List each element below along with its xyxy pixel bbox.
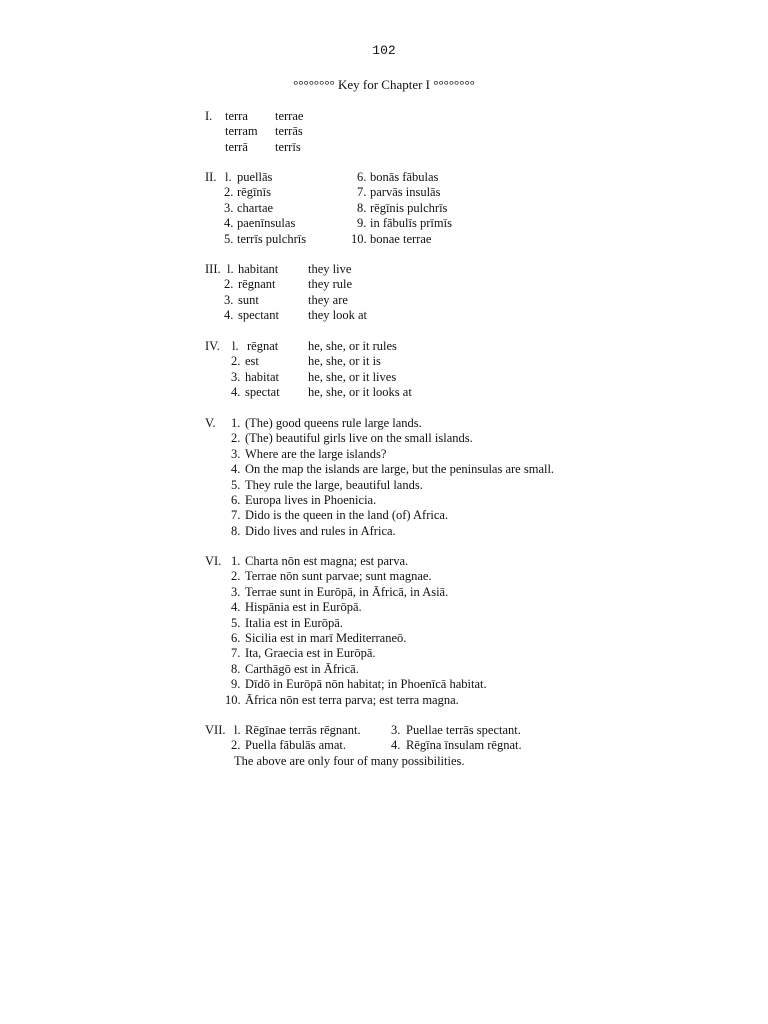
section-note: The above are only four of many possibilities. <box>234 753 465 768</box>
item-number: 7. <box>231 646 241 661</box>
sentence: Dīdō in Eurōpā nōn habitat; in Phoenīcā habitat. <box>245 677 487 692</box>
sentence: Europa lives in Phoenicia. <box>245 492 377 507</box>
sentence: They rule the large, beautiful lands. <box>245 477 423 492</box>
item-text: paenīnsulas <box>237 216 296 231</box>
sentence: Italia est in Eurōpā. <box>245 615 343 630</box>
translation: they are <box>308 292 348 307</box>
page-title: °°°°°°°° Key for Chapter I °°°°°°°° <box>293 77 475 92</box>
item-number: 7. <box>357 185 367 200</box>
item-number: 10. <box>351 231 367 246</box>
translation: they look at <box>308 308 368 323</box>
item-number: 2. <box>231 431 241 446</box>
item-number: l. <box>225 170 232 184</box>
item-number: 3. <box>231 584 241 599</box>
item-number: 1. <box>231 554 241 568</box>
item-number: 9. <box>357 216 367 231</box>
translation: he, she, or it looks at <box>308 385 412 400</box>
sentence: Carthāgō est in Āfricā. <box>245 661 359 676</box>
item-number: 8. <box>231 661 241 676</box>
item-number: 3. <box>231 446 241 461</box>
item-number: 3. <box>231 369 241 384</box>
sentence: Puella fābulās amat. <box>245 738 347 753</box>
item-text: rēgīnis pulchrīs <box>370 200 448 215</box>
item-number: 4. <box>231 385 241 400</box>
sentence: Puellae terrās spectant. <box>406 723 521 737</box>
item-number: 2. <box>231 354 241 369</box>
word-form: terrae <box>275 109 304 123</box>
section-numeral: I. <box>205 109 213 123</box>
latin-verb: spectant <box>238 308 279 323</box>
item-number: 2. <box>224 277 234 292</box>
item-number: 6. <box>231 492 241 507</box>
sentence: (The) beautiful girls live on the small islands. <box>245 431 473 446</box>
word-form: terrās <box>275 124 303 139</box>
sentence: On the map the islands are large, but the peninsulas are small. <box>245 462 555 477</box>
section-numeral: IV. <box>205 339 220 353</box>
sentence: Dido lives and rules in Africa. <box>245 523 396 538</box>
sentence: Where are the large islands? <box>245 446 387 461</box>
item-number: 5. <box>231 477 241 492</box>
item-number: 3. <box>224 200 234 215</box>
word-form: terram <box>225 124 258 139</box>
item-number: l. <box>227 262 234 276</box>
sentence: (The) good queens rule large lands. <box>245 416 422 430</box>
item-number: l. <box>232 339 239 353</box>
item-number: 4. <box>231 600 241 615</box>
word-form: terra <box>225 109 248 123</box>
latin-verb: rēgnat <box>247 339 279 353</box>
item-number: 7. <box>231 508 241 523</box>
item-text: parvās insulās <box>370 185 441 200</box>
item-number: l. <box>234 723 241 737</box>
item-number: 8. <box>231 523 241 538</box>
item-number: 4. <box>224 216 234 231</box>
latin-verb: est <box>245 354 259 369</box>
sentence: Āfrica nōn est terra parva; est terra magna. <box>245 692 459 707</box>
item-number: 4. <box>391 738 401 753</box>
item-number: 4. <box>224 308 234 323</box>
sentence: Sicilia est in marī Mediterraneō. <box>245 630 407 645</box>
sentence: Rēgīnae terrās rēgnant. <box>245 723 361 737</box>
item-number: 2. <box>231 738 241 753</box>
section-numeral: III. <box>205 262 221 276</box>
translation: he, she, or it is <box>308 354 381 369</box>
item-number: 4. <box>231 462 241 477</box>
sentence: Hispānia est in Eurōpā. <box>245 600 362 615</box>
item-text: in fābulīs prīmīs <box>370 216 452 231</box>
page-number: 102 <box>372 43 396 58</box>
item-number: 3. <box>391 723 401 737</box>
item-number: 5. <box>224 231 234 246</box>
section-numeral: VI. <box>205 554 222 568</box>
translation: they live <box>308 262 352 276</box>
sentence: Charta nōn est magna; est parva. <box>245 554 409 568</box>
item-number: 10. <box>225 692 241 707</box>
item-number: 6. <box>231 630 241 645</box>
sentence: Dido is the queen in the land (of) Africa. <box>245 508 449 523</box>
translation: they rule <box>308 277 353 292</box>
section-numeral: VII. <box>205 723 226 737</box>
word-form: terrīs <box>275 139 301 154</box>
item-number: 9. <box>231 677 241 692</box>
item-text: chartae <box>237 200 274 215</box>
latin-verb: habitant <box>238 262 279 276</box>
item-number: 6. <box>357 170 367 184</box>
item-number: 2. <box>224 185 234 200</box>
sentence: Ita, Graecia est in Eurōpā. <box>245 646 376 661</box>
item-number: 3. <box>224 292 234 307</box>
sentence: Terrae nōn sunt parvae; sunt magnae. <box>245 569 432 584</box>
latin-verb: spectat <box>245 385 280 400</box>
item-text: bonās fābulas <box>370 170 439 184</box>
latin-verb: habitat <box>245 369 280 384</box>
item-text: terrīs pulchrīs <box>237 231 307 246</box>
section-numeral: V. <box>205 416 216 430</box>
latin-verb: sunt <box>238 292 259 307</box>
translation: he, she, or it lives <box>308 369 397 384</box>
sentence: Rēgīna īnsulam rēgnat. <box>406 738 522 753</box>
item-number: 5. <box>231 615 241 630</box>
item-number: 8. <box>357 200 367 215</box>
item-number: 1. <box>231 416 241 430</box>
item-text: bonae terrae <box>370 231 432 246</box>
item-text: rēgīnīs <box>237 185 272 200</box>
sentence: Terrae sunt in Eurōpā, in Āfricā, in Asiā. <box>245 584 449 599</box>
item-text: puellās <box>237 170 273 184</box>
item-number: 2. <box>231 569 241 584</box>
translation: he, she, or it rules <box>308 339 397 353</box>
word-form: terrā <box>225 139 248 154</box>
latin-verb: rēgnant <box>238 277 276 292</box>
section-numeral: II. <box>205 170 217 184</box>
